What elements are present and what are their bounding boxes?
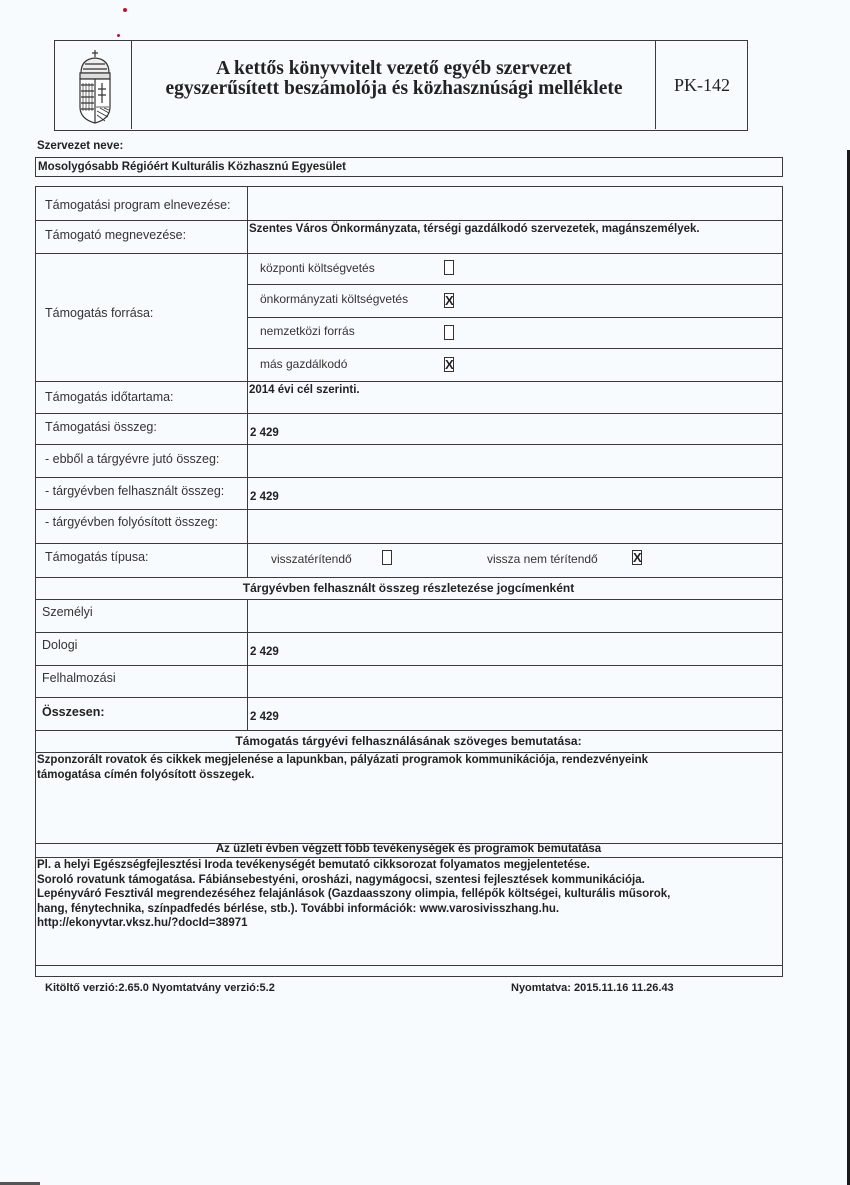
text-line: Pl. a helyi Egészségfejlesztési Iroda tevékenységét bemutató cikksorozat folyamatos megjelentetése. (37, 859, 590, 871)
row-line (35, 632, 783, 633)
row-line (35, 697, 783, 698)
source-international-checkbox[interactable] (444, 325, 454, 340)
form-title-line-2: egyszerűsített beszámolója és közhasznúsági melléklete (165, 78, 623, 99)
support-type-label: Támogatás típusa: (45, 550, 149, 564)
row-line (247, 284, 783, 285)
activities-text (37, 858, 777, 931)
organization-name-field (35, 157, 783, 177)
text-line: Lepényváró Fesztivál megrendezéséhez felajánlások (Gazdaasszony olimpia, fellépők költségei, kulturális műsorok, (37, 888, 671, 900)
print-timestamp: Nyomtatva: 2015.11.16 11.26.43 (511, 982, 674, 994)
source-option-label: nemzetközi forrás (260, 324, 355, 338)
text-line: támogatása címén folyósított összegek. (37, 768, 255, 781)
source-municipal-budget-checkbox[interactable] (444, 293, 454, 308)
form-title (133, 59, 655, 99)
breakdown-row-label: Dologi (42, 638, 78, 652)
form-code: PK-142 (673, 75, 730, 95)
support-amount-label: Támogatási összeg: (45, 420, 157, 434)
row-line (247, 348, 783, 349)
row-line (35, 220, 783, 221)
breakdown-title: Tárgyévben felhasznált összeg részletezése jogcímenként (242, 581, 575, 595)
breakdown-row-label: Személyi (42, 605, 93, 619)
text-line: Soroló rovatunk támogatása. Fábiánsebestyéni, orosházi, nagymágocsi, szentesi fejlesztések kommunikációja. (37, 873, 645, 886)
row-line (35, 665, 783, 666)
breakdown-total-label: Összesen: (42, 705, 105, 719)
text-line: hang, fénytechnika, színpadfedés bérlése, stb.). További információk: www.varosivisszhang.hu. (37, 902, 560, 915)
form-header (54, 40, 748, 131)
source-other-business-checkbox[interactable] (444, 357, 454, 372)
breakdown-row-label: Felhalmozási (42, 671, 116, 685)
organization-name-value: Mosolygósabb Régióért Kulturális Közhasznú Egyesület (38, 161, 346, 173)
activities-title: Az üzleti évben végzett főbb tevékenységek és programok bemutatása (215, 843, 602, 855)
row-line (247, 317, 783, 318)
row-line (35, 381, 783, 382)
form-title-line-1: A kettős könyvvitelt vezető egyéb szervezet (216, 58, 572, 79)
duration-value: 2014 évi cél szerinti. (249, 384, 360, 396)
usage-description-title: Támogatás tárgyévi felhasználásának szöveges bemutatása: (235, 734, 582, 748)
breakdown-total-value: 2 429 (250, 711, 279, 723)
amount-used-label: - tárgyévben felhasznált összeg: (45, 484, 225, 498)
support-amount-value: 2 429 (250, 427, 279, 439)
type-non-refundable-checkbox[interactable] (632, 550, 642, 565)
source-option-label: más gazdálkodó (260, 357, 348, 371)
version-info: Kitöltő verzió:2.65.0 Nyomtatvány verzió:5.2 (45, 982, 275, 994)
supporter-name-value: Szentes Város Önkormányzata, térségi gazdálkodó szervezetek, magánszemélyek. (249, 223, 700, 235)
row-line (35, 965, 783, 966)
row-line (35, 253, 783, 254)
type-option-label: vissza nem térítendő (487, 552, 598, 566)
text-line: http://ekonyvtar.vksz.hu/?docId=38971 (37, 917, 248, 929)
type-option-label: visszatérítendő (271, 552, 352, 566)
source-option-label: központi költségvetés (260, 261, 375, 275)
type-refundable-checkbox[interactable] (382, 550, 392, 565)
row-line (35, 730, 783, 731)
row-line (35, 477, 783, 478)
amount-this-year-label: - ebből a tárgyévre jutó összeg: (45, 452, 220, 466)
supporter-name-label: Támogató megnevezése: (45, 228, 187, 242)
source-option-label: önkormányzati költségvetés (260, 292, 409, 306)
duration-label: Támogatás időtartama: (45, 390, 174, 404)
support-source-label: Támogatás forrása: (45, 306, 154, 320)
row-line (35, 599, 783, 600)
row-line (35, 577, 783, 578)
scan-mark (117, 34, 120, 37)
program-name-label: Támogatási program elnevezése: (45, 198, 231, 212)
usage-description-text (37, 753, 777, 782)
row-line (35, 413, 783, 414)
header-divider (131, 41, 132, 129)
breakdown-row-value: 2 429 (250, 646, 279, 658)
organization-label: Szervezet neve: (37, 140, 124, 152)
amount-paid-label: - tárgyévben folyósított összeg: (45, 515, 219, 529)
text-line: Szponzorált rovatok és cikkek megjelenése a lapunkban, pályázati programok kommunikációja, rendezvényeink (37, 754, 648, 766)
scan-mark (123, 8, 127, 12)
source-central-budget-checkbox[interactable] (444, 260, 454, 275)
row-line (35, 444, 783, 445)
row-line (35, 509, 783, 510)
amount-used-value: 2 429 (250, 491, 279, 503)
hungarian-coat-of-arms-icon (75, 47, 115, 125)
row-line (35, 543, 783, 544)
